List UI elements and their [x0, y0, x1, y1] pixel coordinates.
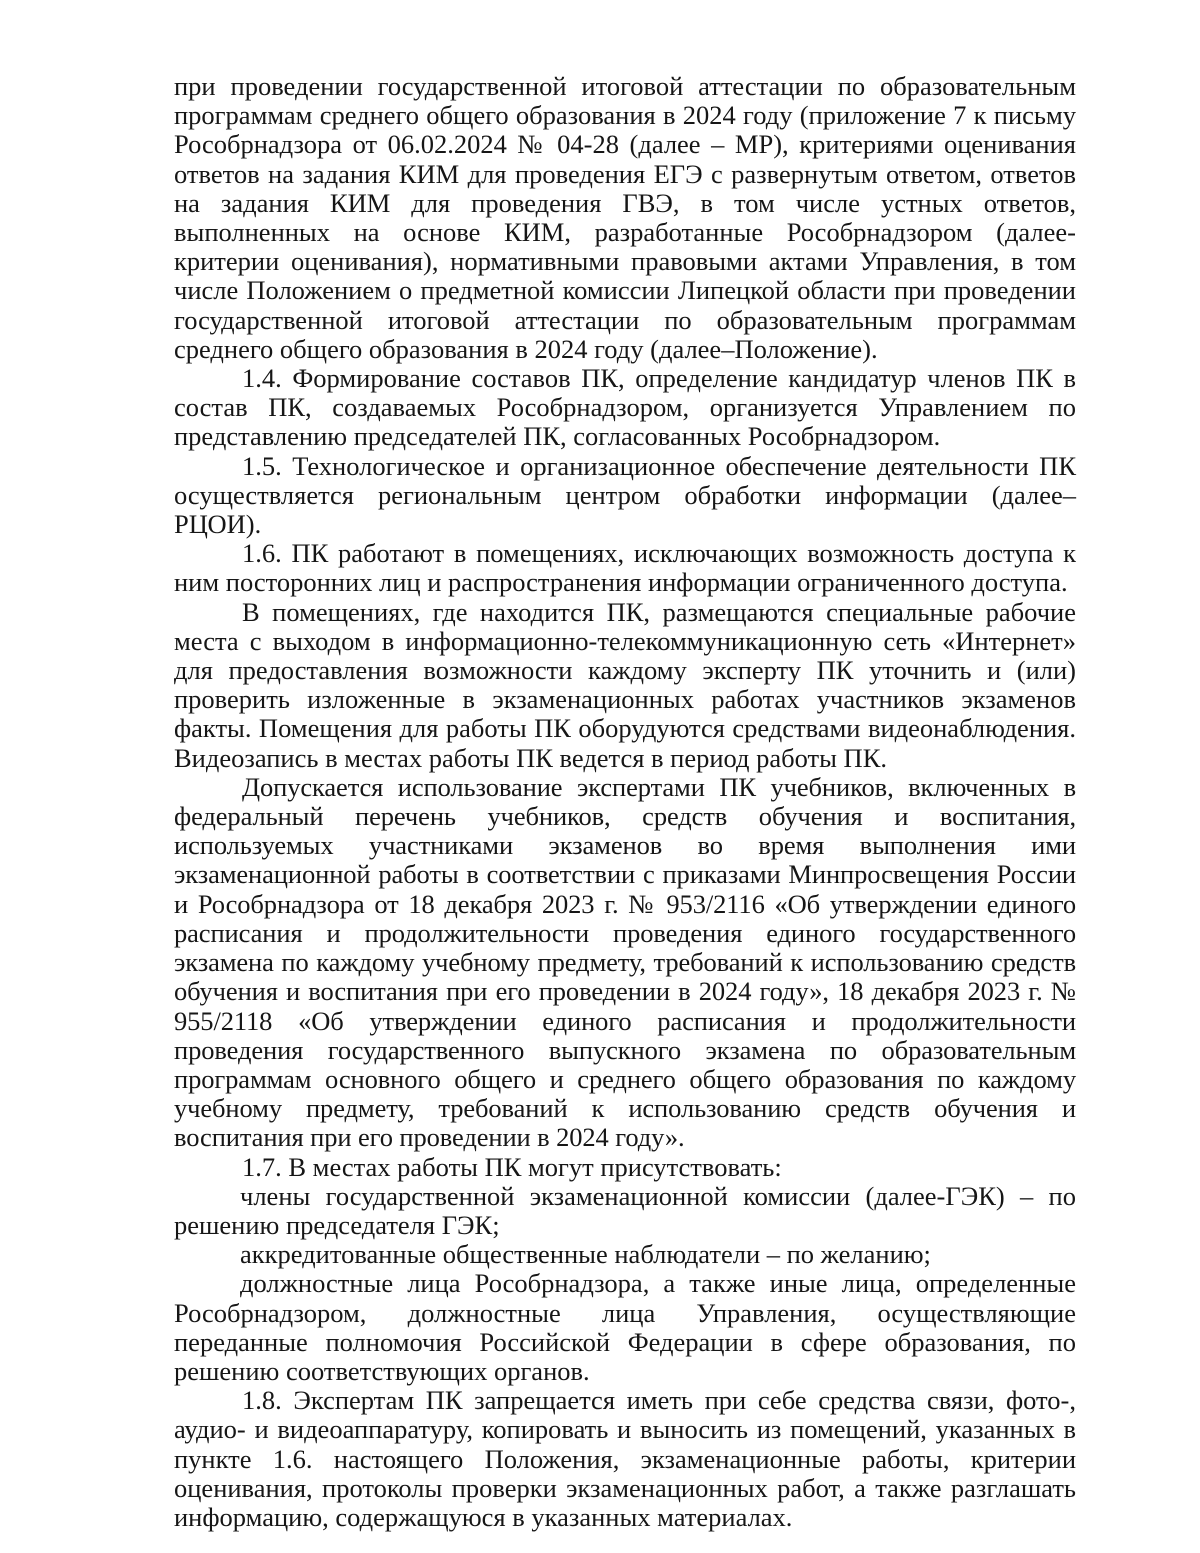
- paragraph-1-4: 1.4. Формирование составов ПК, определение кандидатур членов ПК в состав ПК, создаваемых Рособрнадзором, организуется Управлением по представлению председателей ПК, согласованных Рособрнадзором.: [174, 363, 1076, 452]
- list-item-officials: должностные лица Рособрнадзора, а также иные лица, определенные Рособрнадзором, должностные лица Управления, осуществляющие переданные полномочия Российской Федерации в сфере образования, по решению соответствующих органов.: [174, 1268, 1076, 1386]
- paragraph-1-3-continuation: при проведении государственной итоговой аттестации по образовательным программам среднего общего образования в 2024 году (приложение 7 к письму Рособрнадзора от 06.02.2024 № 04-28 (далее – МР), критериями оценивания ответов на задания КИМ для проведения ЕГЭ с развернутым ответом, ответов на задания КИМ для проведения ГВЭ, в том числе устных ответов, выполненных на основе КИМ, разработанные Рособрнадзором (далее-критерии оценивания), нормативными правовыми актами Управления, в том числе Положением о предметной комиссии Липецкой области при проведении государственной итоговой аттестации по образовательным программам среднего общего образования в 2024 году (далее–Положение).: [174, 71, 1076, 364]
- paragraph-textbooks: Допускается использование экспертами ПК учебников, включенных в федеральный перечень учебников, средств обучения и воспитания, используемых участниками экзаменов во время выполнения ими экзаменационной работы в соответствии с приказами Минпросвещения России и Рособрнадзора от 18 декабря 2023 г. № 953/2116 «Об утверждении единого расписания и продолжительности проведения единого государственного экзамена по каждому учебному предмету, требований к использованию средств обучения и воспитания при его проведении в 2024 году», 18 декабря 2023 г. № 955/2118 «Об утверждении единого расписания и продолжительности проведения государственного выпускного экзамена по образовательным программам основного общего и среднего общего образования по каждому учебному предмету, требований к использованию средств обучения и воспитания при его проведении в 2024 году».: [174, 771, 1076, 1153]
- paragraph-1-5: 1.5. Технологическое и организационное обеспечение деятельности ПК осуществляется региональным центром обработки информации (далее–РЦОИ).: [174, 450, 1076, 540]
- paragraph-1-8: 1.8. Экспертам ПК запрещается иметь при себе средства связи, фото-, аудио- и видеоаппаратуру, копировать и выносить из помещений, указанных в пункте 1.6. настоящего Положения, экзаменационные работы, критерии оценивания, протоколы проверки экзаменационных работ, а также разглашать информацию, содержащуюся в указанных материалах.: [174, 1385, 1076, 1532]
- paragraph-premises: В помещениях, где находится ПК, размещаются специальные рабочие места с выходом в информационно-телекоммуникационную сеть «Интернет» для предоставления возможности каждому эксперту ПК уточнить и (или) проверить изложенные в экзаменационных работах участников экзаменов факты. Помещения для работы ПК оборудуются средствами видеонаблюдения. Видеозапись в местах работы ПК ведется в период работы ПК.: [174, 596, 1076, 773]
- paragraph-1-7: 1.7. В местах работы ПК могут присутствовать:: [242, 1151, 782, 1182]
- list-item-gek-members: члены государственной экзаменационной комиссии (далее-ГЭК) – по решению председателя ГЭК;: [174, 1180, 1076, 1240]
- paragraph-1-6: 1.6. ПК работают в помещениях, исключающих возможность доступа к ним посторонних лиц и распространения информации ограниченного доступа.: [174, 538, 1076, 598]
- document-page: [174, 72, 1076, 1532]
- list-item-observers: аккредитованные общественные наблюдатели – по желанию;: [240, 1239, 931, 1270]
